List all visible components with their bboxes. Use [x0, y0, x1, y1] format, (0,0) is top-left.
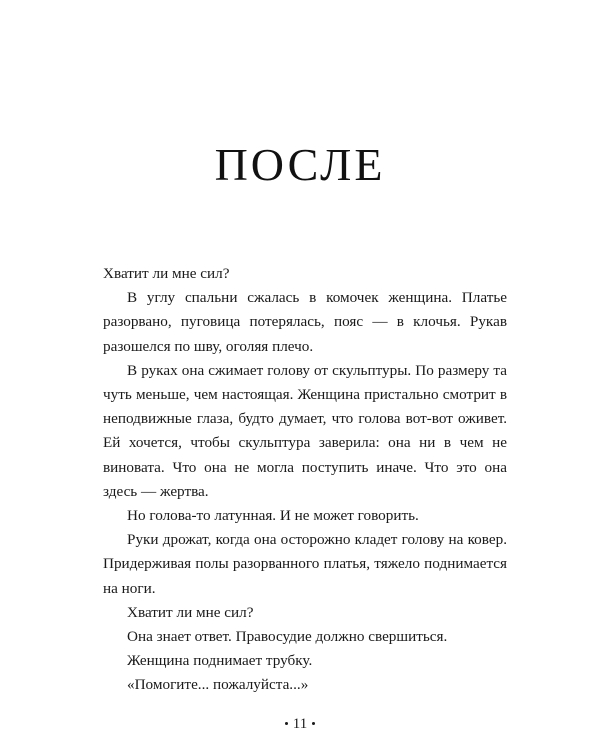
paragraph: Женщина поднимает трубку.: [127, 652, 313, 670]
page-footer: [0, 716, 600, 733]
paragraph: В углу спальни сжалась в комочек женщина. Платье разорвано, пуговица потерялась, пояс — в клочья. Рукав разошелся по шву, оголяя плечо.: [103, 289, 507, 355]
page-number: 11: [292, 716, 308, 732]
paragraph: Руки дрожат, когда она осторожно кладет голову на ковер. Придерживая полы разорванного платья, тяжело поднимается на ноги.: [103, 531, 507, 597]
paragraph: В руках она сжимает голову от скульптуры. По размеру та чуть меньше, чем настоящая. Женщина пристально смотрит в неподвижные глаза, будто думает, что голова вот-вот оживет. Ей хочется, чтобы скульптура заверила: она ни в чем не виновата. Что она не могла поступить иначе. Что это она здесь — жертва.: [103, 361, 507, 500]
paragraph: Хватит ли мне сил?: [103, 265, 230, 282]
bullet-ornament: [285, 722, 288, 725]
paragraph: «Помогите... пожалуйста...»: [127, 676, 309, 694]
paragraph: Хватит ли мне сил?: [127, 603, 254, 621]
chapter-title: ПОСЛЕ: [214, 139, 386, 190]
paragraph: Но голова-то латунная. И не может говорить.: [127, 507, 419, 525]
paragraph: Она знает ответ. Правосудие должно свершиться.: [127, 628, 448, 646]
chapter-body: [103, 262, 507, 698]
bullet-ornament: [312, 722, 315, 725]
